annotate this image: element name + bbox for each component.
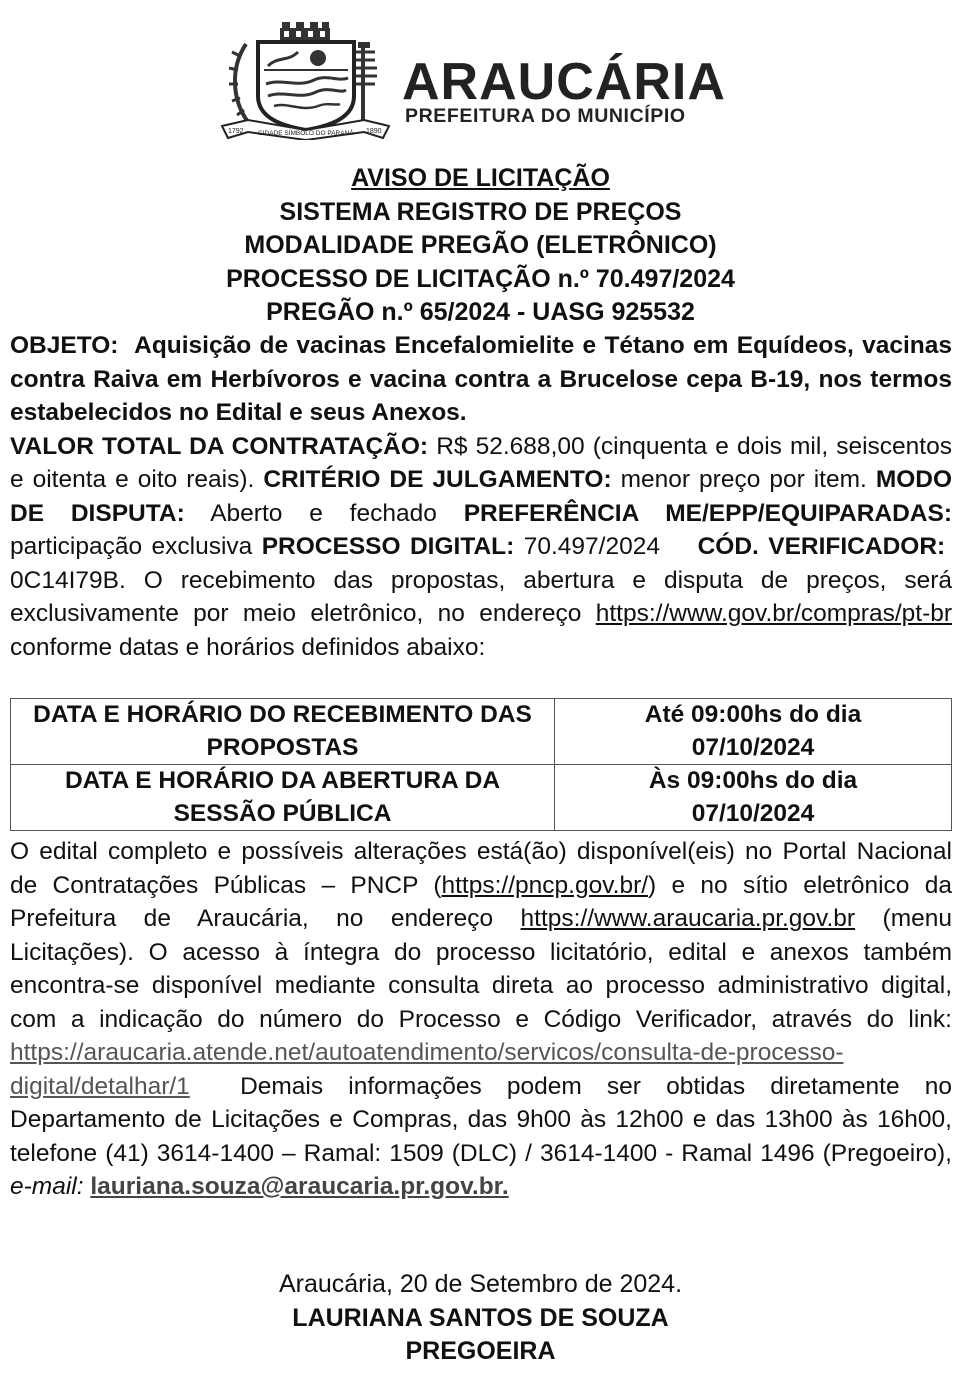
edital-text4: Demais informações podem ser obtidas diretamente no Departamento de Licitações e Compras, das 9h00 às 12h00 e das 13h00 às 16h00, telefone (41) 3614-1400 – Ramal: 1509 (DLC) / 3614-1400 - Ramal 1496 (Pregoeiro), xyxy=(10,1072,952,1167)
crest-ribbon-left: 1792 xyxy=(228,128,244,135)
preferencia-text: participação exclusiva xyxy=(10,533,253,560)
signer-name: LAURIANA SANTOS DE SOUZA xyxy=(292,1303,669,1332)
dates-row1-value xyxy=(555,699,952,765)
signer-role: PREGOEIRA xyxy=(405,1337,556,1365)
modo-text: Aberto e fechado xyxy=(210,499,437,527)
notice-system: SISTEMA REGISTRO DE PREÇOS xyxy=(279,197,682,226)
objeto-text: Aquisição de vacinas Encefalomielite e Tétano em Equídeos, vacinas contra Raiva em Herbívoros e vacina contra a Brucelose cepa B-19, nos termos estabelecidos no Edital e seus Anexos. xyxy=(10,332,952,426)
compras-link[interactable]: https://www.gov.br/compras/pt-br xyxy=(595,600,953,627)
email-label: e-mail: xyxy=(10,1173,84,1200)
notice-process-number: PROCESSO DE LICITAÇÃO n.º 70.497/2024 xyxy=(226,264,735,293)
recebimento-text: O recebimento das propostas, abertura e disputa de preços, será exclusivamente por meio eletrônico, no endereço xyxy=(10,566,952,627)
place-date: Araucária, 20 de Setembro de 2024. xyxy=(278,1270,683,1298)
edital-text xyxy=(10,835,952,1204)
processo-text: 70.497/2024 xyxy=(523,533,660,560)
edital-text2: ) e no sítio eletrônico da Prefeitura de Araucária, no endereço xyxy=(10,871,952,932)
dates-table xyxy=(10,698,952,831)
edital-paragraph xyxy=(10,835,952,1204)
dates-row2-value-line2: 07/10/2024 xyxy=(691,799,815,827)
signature-block xyxy=(0,1268,961,1369)
valor-text: R$ 52.688,00 (cinquenta e dois mil, seiscentos e oitenta e oito reais). xyxy=(10,432,952,493)
preferencia-label: PREFERÊNCIA ME/EPP/EQUIPARADAS: xyxy=(463,499,952,527)
table-row xyxy=(11,699,952,765)
brand-subtitle: PREFEITURA DO MUNICÍPIO xyxy=(405,105,686,127)
coat-of-arms-logo xyxy=(218,22,393,140)
dates-row2-value xyxy=(555,765,952,831)
notice-title: AVISO DE LICITAÇÃO xyxy=(351,164,610,192)
dates-row1-label: DATA E HORÁRIO DO RECEBIMENTO DAS PROPOSTAS xyxy=(11,699,555,765)
notice-body xyxy=(10,329,952,664)
objeto-label: OBJETO: xyxy=(10,332,119,359)
dates-row2-label: DATA E HORÁRIO DA ABERTURA DA SESSÃO PÚBLICA xyxy=(11,765,555,831)
brand-title: ARAUCÁRIA xyxy=(402,53,726,111)
pncp-link[interactable]: https://pncp.gov.br/ xyxy=(441,871,649,899)
processo-label: PROCESSO DIGITAL: xyxy=(261,533,515,560)
details-paragraph xyxy=(10,430,952,665)
edital-text3: (menu Licitações). O acesso à íntegra do processo licitatório, edital e anexos também encontra-se disponível mediante consulta direta ao processo administrativo digital, com a indicação do número do Processo e Código Verificador, através do link: xyxy=(10,905,952,1033)
recebimento-tail: conforme datas e horários definidos abaixo: xyxy=(10,633,486,661)
cod-label: CÓD. VERIFICADOR: xyxy=(697,533,946,560)
crest-ribbon-right: 1890 xyxy=(366,128,382,135)
crest-ribbon-center: CIDADE SÍMBOLO DO PARANÁ xyxy=(258,130,354,137)
notice-headings xyxy=(0,162,961,330)
edital-text1: O edital completo e possíveis alterações está(ão) disponível(eis) no Portal Nacional de Contratações Públicas – PNCP ( xyxy=(10,838,952,899)
dates-row1-value-line1: Até 09:00hs do dia xyxy=(644,701,862,728)
cod-text: 0C14I79B. xyxy=(10,566,126,594)
araucaria-link[interactable]: https://www.araucaria.pr.gov.br xyxy=(520,905,856,932)
modo-label: MODO DE DISPUTA: xyxy=(10,466,953,527)
dates-row1-value-line2: 07/10/2024 xyxy=(691,733,815,761)
table-row xyxy=(11,765,952,831)
email-link[interactable]: lauriana.souza@araucaria.pr.gov.br. xyxy=(90,1173,509,1200)
objeto-paragraph xyxy=(10,329,952,430)
dates-row2-value-line1: Às 09:00hs do dia xyxy=(648,767,858,794)
criterio-label: CRITÉRIO DE JULGAMENTO: xyxy=(263,466,612,493)
notice-modality: MODALIDADE PREGÃO (ELETRÔNICO) xyxy=(244,231,717,259)
atende-link[interactable]: https://araucaria.atende.net/autoatendimento/servicos/consulta-de-processo-digital/detalhar/1 xyxy=(10,1039,844,1100)
brand xyxy=(402,53,726,127)
valor-label: VALOR TOTAL DA CONTRATAÇÃO: xyxy=(10,432,429,460)
notice-auction-number: PREGÃO n.º 65/2024 - UASG 925532 xyxy=(266,298,695,326)
criterio-text: menor preço por item. xyxy=(620,466,867,493)
header xyxy=(0,0,961,150)
